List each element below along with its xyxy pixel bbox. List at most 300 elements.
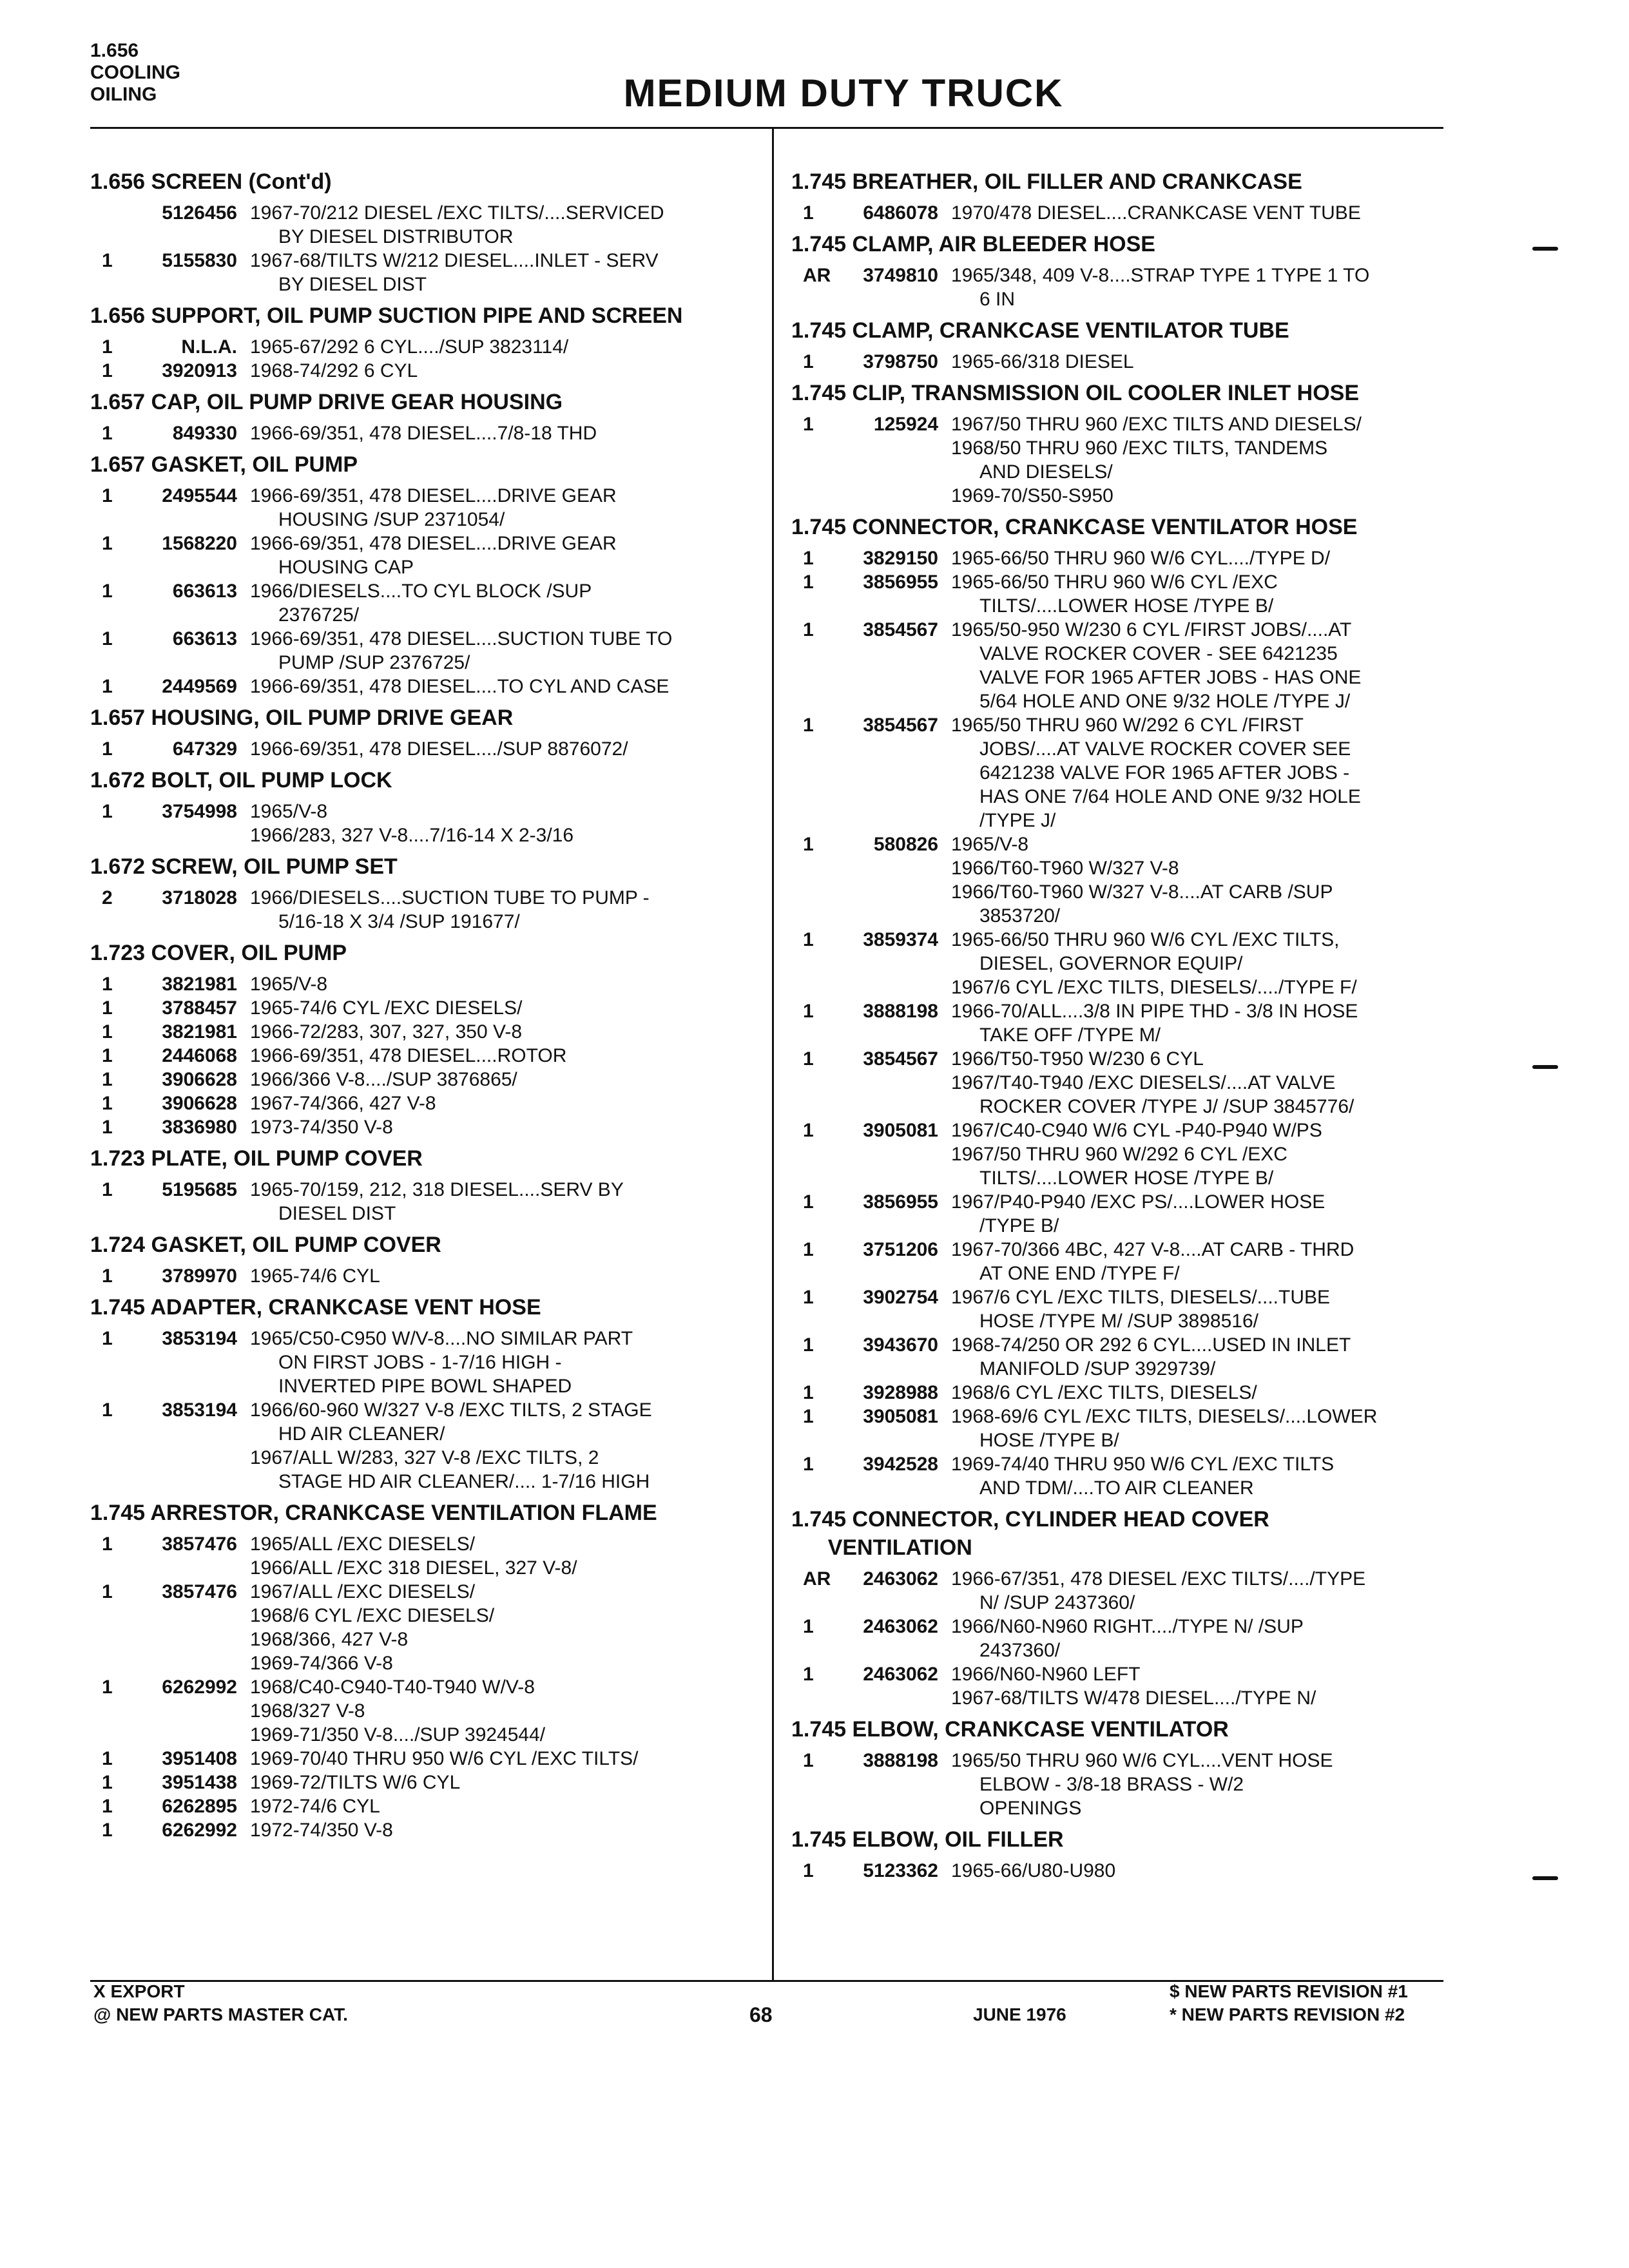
- quantity: 1: [102, 336, 113, 358]
- part-row: [90, 484, 760, 532]
- catalog-section: [90, 302, 760, 383]
- part-row: [791, 546, 1461, 570]
- part-description: [250, 359, 760, 383]
- description-line: 1973-74/350 V-8: [250, 1117, 393, 1138]
- part-row: [90, 579, 760, 627]
- quantity: 1: [102, 1772, 113, 1793]
- part-number: 3942528: [863, 1454, 938, 1475]
- catalog-section: [791, 1715, 1461, 1820]
- part-description: [250, 996, 760, 1020]
- part-row: [791, 201, 1461, 225]
- section-heading: 1.745 ADAPTER, CRANKCASE VENT HOSE: [90, 1295, 541, 1320]
- part-row: [90, 1747, 760, 1771]
- part-description: [250, 1794, 760, 1818]
- part-row: [791, 1567, 1461, 1615]
- part-row: [90, 675, 760, 698]
- quantity: 1: [803, 834, 814, 855]
- description-line: 1967-74/366, 427 V-8: [250, 1093, 436, 1114]
- quantity: 1: [102, 676, 113, 697]
- quantity: 1: [102, 1677, 113, 1698]
- part-description: [951, 999, 1461, 1047]
- part-description: [951, 1119, 1461, 1190]
- part-number: 3854567: [863, 715, 938, 736]
- part-row: [791, 713, 1461, 832]
- part-number: 2463062: [863, 1568, 938, 1590]
- description-line: HD AIR CLEANER/: [278, 1423, 445, 1445]
- quantity: 2: [102, 887, 113, 908]
- part-row: [791, 928, 1461, 999]
- part-row: [791, 1333, 1461, 1381]
- description-line: 1965-66/50 THRU 960 W/6 CYL /EXC: [951, 572, 1278, 593]
- description-line: 1965-66/50 THRU 960 W/6 CYL /EXC TILTS,: [951, 929, 1340, 950]
- description-line: 6 IN: [979, 289, 1016, 310]
- section-heading: 1.656 SCREEN (Cont'd): [90, 169, 332, 194]
- catalog-section: [90, 939, 760, 1139]
- description-line: 1966-69/351, 478 DIESEL....SUCTION TUBE TO: [250, 628, 673, 649]
- revision-mark: [1532, 247, 1558, 251]
- quantity: 1: [803, 1382, 814, 1403]
- part-number: 3856955: [863, 572, 938, 593]
- part-row: [791, 1749, 1461, 1820]
- description-line: 1966-69/351, 478 DIESEL....7/8-18 THD: [250, 423, 597, 444]
- description-line: HOUSING /SUP 2371054/: [278, 509, 505, 530]
- part-description: [250, 1771, 760, 1794]
- part-number: 3906628: [162, 1093, 237, 1114]
- section-heading: 1.745 CLAMP, CRANKCASE VENTILATOR TUBE: [791, 318, 1289, 343]
- part-number: 3905081: [863, 1406, 938, 1427]
- quantity: 1: [102, 1581, 113, 1602]
- description-line: 1966/T60-T960 W/327 V-8....AT CARB /SUP: [951, 881, 1333, 903]
- part-number: 3789970: [162, 1265, 237, 1287]
- description-line: ELBOW - 3/8-18 BRASS - W/2: [979, 1774, 1244, 1795]
- part-number: 2449569: [162, 676, 237, 697]
- part-number: 3943670: [863, 1334, 938, 1356]
- revision-note-2: * NEW PARTS REVISION #2: [1170, 2004, 1405, 2024]
- part-number: 3829150: [863, 548, 938, 569]
- description-line: 1967-68/TILTS W/212 DIESEL....INLET - SERV: [250, 250, 659, 271]
- description-line: 1965-74/6 CYL /EXC DIESELS/: [250, 997, 523, 1019]
- section-heading: 1.745 CONNECTOR, CRANKCASE VENTILATOR HOSE: [791, 515, 1358, 539]
- description-line: 1965-66/U80-U980: [951, 1860, 1116, 1881]
- description-line: HOSE /TYPE M/ /SUP 3898516/: [979, 1311, 1258, 1332]
- revision-mark: [1532, 1876, 1558, 1880]
- description-line: 1969-71/350 V-8..../SUP 3924544/: [250, 1724, 546, 1745]
- part-row: [90, 1771, 760, 1794]
- description-line: 1966-69/351, 478 DIESEL..../SUP 8876072/: [250, 738, 628, 760]
- part-description: [250, 737, 760, 761]
- part-description: [951, 1662, 1461, 1710]
- description-line: AND TDM/....TO AIR CLEANER: [979, 1477, 1254, 1499]
- part-number: 580826: [873, 834, 938, 855]
- quantity: 1: [102, 974, 113, 995]
- part-row: [90, 800, 760, 847]
- description-line: TILTS/....LOWER HOSE /TYPE B/: [979, 595, 1274, 617]
- description-line: 1966-69/351, 478 DIESEL....TO CYL AND CASE: [250, 676, 670, 697]
- description-line: 1969-70/40 THRU 950 W/6 CYL /EXC TILTS/: [250, 1748, 639, 1769]
- description-line: 1968-69/6 CYL /EXC TILTS, DIESELS/....LOWER: [951, 1406, 1378, 1427]
- part-number: 3788457: [162, 997, 237, 1019]
- section-heading: 1.672 SCREW, OIL PUMP SET: [90, 854, 398, 879]
- description-line: 1966-69/351, 478 DIESEL....DRIVE GEAR: [250, 485, 617, 506]
- section-heading: 1.724 GASKET, OIL PUMP COVER: [90, 1233, 441, 1257]
- description-line: 1966/T50-T950 W/230 6 CYL: [951, 1048, 1204, 1070]
- description-line: 1965/V-8: [250, 801, 328, 822]
- description-line: 1968-74/292 6 CYL: [250, 360, 418, 381]
- section-heading: 1.745 CONNECTOR, CYLINDER HEAD COVER VENTILATION: [791, 1507, 1269, 1560]
- quantity: 1: [803, 414, 814, 435]
- part-row: [90, 1818, 760, 1842]
- description-line: BY DIESEL DIST: [278, 274, 427, 295]
- part-description: [951, 1333, 1461, 1381]
- description-line: 2437360/: [979, 1640, 1061, 1661]
- part-description: [250, 1532, 760, 1580]
- part-number: 647329: [172, 738, 237, 760]
- part-row: [90, 1794, 760, 1818]
- part-description: [951, 1190, 1461, 1238]
- description-line: 1967/50 THRU 960 /EXC TILTS AND DIESELS/: [951, 414, 1362, 435]
- page-footer: [0, 1981, 1629, 2059]
- quantity: 1: [102, 801, 113, 822]
- part-number: 3888198: [863, 1750, 938, 1771]
- section-heading: 1.723 PLATE, OIL PUMP COVER: [90, 1146, 423, 1171]
- quantity: 1: [803, 619, 814, 640]
- part-description: [951, 201, 1461, 225]
- part-row: [791, 1452, 1461, 1500]
- part-description: [951, 1381, 1461, 1405]
- section-heading: 1.657 CAP, OIL PUMP DRIVE GEAR HOUSING: [90, 390, 563, 414]
- part-description: [250, 1044, 760, 1068]
- part-number: 1568220: [162, 533, 237, 554]
- section-heading: 1.723 COVER, OIL PUMP: [90, 941, 347, 965]
- part-description: [250, 201, 760, 249]
- part-number: 2463062: [863, 1664, 938, 1685]
- quantity: [90, 201, 143, 249]
- part-row: [90, 1327, 760, 1398]
- part-row: [791, 1285, 1461, 1333]
- part-number: 663613: [172, 581, 237, 602]
- part-number: 2463062: [863, 1616, 938, 1637]
- part-row: [90, 421, 760, 445]
- catalog-section: [90, 388, 760, 445]
- part-number: 125924: [873, 414, 938, 435]
- part-number: 5126456: [162, 202, 237, 224]
- part-row: [90, 886, 760, 934]
- part-description: [250, 1747, 760, 1771]
- part-row: [90, 359, 760, 383]
- part-number: 3749810: [863, 265, 938, 286]
- quantity: 1: [102, 1117, 113, 1138]
- quantity: 1: [102, 1179, 113, 1200]
- part-description: [250, 800, 760, 847]
- section-category: COOLING: [90, 62, 180, 83]
- part-row: [791, 350, 1461, 374]
- part-number: 3798750: [863, 351, 938, 372]
- part-description: [951, 570, 1461, 618]
- catalog-section: [90, 450, 760, 698]
- part-row: [791, 1119, 1461, 1190]
- part-description: [951, 1238, 1461, 1285]
- part-description: [250, 335, 760, 359]
- quantity: 1: [102, 1069, 113, 1090]
- quantity: 1: [102, 485, 113, 506]
- part-description: [250, 1675, 760, 1747]
- part-row: [90, 249, 760, 296]
- part-number: 2495544: [162, 485, 237, 506]
- description-line: 1966/T60-T960 W/327 V-8: [951, 858, 1179, 879]
- description-line: 1967/C40-C940 W/6 CYL -P40-P940 W/PS: [951, 1120, 1322, 1141]
- catalog-section: [90, 852, 760, 934]
- revision-mark: [1532, 1065, 1558, 1069]
- part-row: [791, 1381, 1461, 1405]
- part-number: 3853194: [162, 1399, 237, 1421]
- part-row: [90, 627, 760, 675]
- part-description: [951, 1047, 1461, 1119]
- part-row: [791, 832, 1461, 928]
- quantity: 1: [803, 548, 814, 569]
- description-line: 1965/V-8: [250, 974, 328, 995]
- quantity: 1: [102, 1093, 113, 1114]
- section-heading: 1.656 SUPPORT, OIL PUMP SUCTION PIPE AND SCREEN: [90, 303, 683, 328]
- part-number: 3906628: [162, 1069, 237, 1090]
- quantity: 1: [803, 1664, 814, 1685]
- part-row: [90, 1020, 760, 1044]
- part-description: [250, 1398, 760, 1494]
- part-number: 3859374: [863, 929, 938, 950]
- catalog-section: [791, 513, 1461, 1500]
- export-note: X EXPORT: [93, 1981, 185, 2001]
- right-column: [791, 166, 1461, 1888]
- quantity: 1: [102, 1045, 113, 1066]
- part-row: [90, 1264, 760, 1288]
- part-row: [90, 1580, 760, 1675]
- part-row: [791, 570, 1461, 618]
- description-line: 1968/327 V-8: [250, 1700, 365, 1722]
- description-line: PUMP /SUP 2376725/: [278, 652, 470, 673]
- description-line: 1965/50 THRU 960 W/6 CYL....VENT HOSE: [951, 1750, 1333, 1771]
- description-line: 1966-67/351, 478 DIESEL /EXC TILTS/..../TYPE: [951, 1568, 1366, 1590]
- description-line: OPENINGS: [979, 1798, 1082, 1819]
- description-line: 1965/50-950 W/230 6 CYL /FIRST JOBS/....AT: [951, 619, 1352, 640]
- part-description: [250, 1264, 760, 1288]
- part-description: [951, 1567, 1461, 1615]
- description-line: 1965-67/292 6 CYL..../SUP 3823114/: [250, 336, 569, 358]
- quantity: 1: [102, 1328, 113, 1349]
- description-line: TAKE OFF /TYPE M/: [979, 1024, 1161, 1046]
- part-description: [250, 1818, 760, 1842]
- description-line: VALVE ROCKER COVER - SEE 6421235: [979, 643, 1338, 664]
- quantity: AR: [803, 265, 831, 286]
- section-category: OILING: [90, 84, 157, 105]
- part-row: [791, 999, 1461, 1047]
- part-row: [90, 1091, 760, 1115]
- part-number: 2446068: [162, 1045, 237, 1066]
- catalog-section: [90, 1144, 760, 1225]
- part-row: [791, 618, 1461, 713]
- description-line: 1968/6 CYL /EXC DIESELS/: [250, 1605, 495, 1626]
- description-line: BY DIESEL DISTRIBUTOR: [278, 226, 514, 247]
- revision-note-1: $ NEW PARTS REVISION #1: [1170, 1981, 1408, 2001]
- description-line: /TYPE B/: [979, 1215, 1059, 1236]
- quantity: 1: [803, 1191, 814, 1213]
- quantity: 1: [102, 1820, 113, 1841]
- description-line: 1966/DIESELS....TO CYL BLOCK /SUP: [250, 581, 592, 602]
- section-heading: 1.657 HOUSING, OIL PUMP DRIVE GEAR: [90, 706, 514, 730]
- quantity: 1: [803, 1120, 814, 1141]
- part-description: [250, 579, 760, 627]
- page-header: [0, 0, 1629, 129]
- part-row: [90, 737, 760, 761]
- description-line: 1965/C50-C950 W/V-8....NO SIMILAR PART: [250, 1328, 633, 1349]
- part-number: 5155830: [162, 250, 237, 271]
- quantity: 1: [803, 715, 814, 736]
- section-heading: 1.745 CLIP, TRANSMISSION OIL COOLER INLET HOSE: [791, 381, 1360, 405]
- part-row: [90, 1398, 760, 1494]
- page-title: MEDIUM DUTY TRUCK: [623, 72, 1064, 115]
- quantity: 1: [803, 202, 814, 224]
- quantity: 1: [803, 1616, 814, 1637]
- part-number: 3754998: [162, 801, 237, 822]
- description-line: 1967-70/212 DIESEL /EXC TILTS/....SERVICED: [250, 202, 664, 224]
- quantity: 1: [102, 1748, 113, 1769]
- quantity: 1: [803, 1334, 814, 1356]
- section-heading: 1.745 ELBOW, OIL FILLER: [791, 1827, 1064, 1852]
- description-line: 1966/283, 327 V-8....7/16-14 X 2-3/16: [250, 825, 574, 846]
- part-row: [90, 532, 760, 579]
- part-number: 3718028: [162, 887, 237, 908]
- description-line: 1967/6 CYL /EXC TILTS, DIESELS/....TUBE: [951, 1287, 1331, 1308]
- quantity: 1: [102, 1796, 113, 1817]
- part-description: [250, 421, 760, 445]
- part-description: [951, 618, 1461, 713]
- left-column: [90, 166, 760, 1847]
- description-line: 1966/N60-N960 LEFT: [951, 1664, 1141, 1685]
- part-number: 3928988: [863, 1382, 938, 1403]
- description-line: HOSE /TYPE B/: [979, 1430, 1119, 1451]
- description-line: 1968/50 THRU 960 /EXC TILTS, TANDEMS: [951, 437, 1328, 459]
- part-number: N.L.A.: [181, 336, 237, 358]
- description-line: 1965-66/318 DIESEL: [951, 351, 1134, 372]
- quantity: 1: [803, 1454, 814, 1475]
- quantity: 1: [803, 929, 814, 950]
- description-line: 1966-70/ALL....3/8 IN PIPE THD - 3/8 IN HOSE: [951, 1001, 1358, 1022]
- part-row: [791, 1047, 1461, 1119]
- description-line: 1965/ALL /EXC DIESELS/: [250, 1533, 476, 1555]
- quantity: AR: [803, 1568, 831, 1590]
- description-line: 1972-74/6 CYL: [250, 1796, 380, 1817]
- part-number: 6262992: [162, 1820, 237, 1841]
- description-line: 1969-72/TILTS W/6 CYL: [250, 1772, 461, 1793]
- part-description: [250, 1020, 760, 1044]
- part-number: 6262992: [162, 1677, 237, 1698]
- part-number: 3920913: [162, 360, 237, 381]
- catalog-section: [90, 168, 760, 296]
- part-description: [951, 1452, 1461, 1500]
- part-row: [791, 412, 1461, 508]
- part-row: [90, 1044, 760, 1068]
- description-line: MANIFOLD /SUP 3929739/: [979, 1358, 1216, 1379]
- part-description: [951, 350, 1461, 374]
- part-row: [90, 1178, 760, 1225]
- description-line: 2376725/: [278, 604, 360, 626]
- part-number: 3854567: [863, 619, 938, 640]
- description-line: VALVE FOR 1965 AFTER JOBS - HAS ONE: [979, 667, 1362, 688]
- part-number: 5195685: [162, 1179, 237, 1200]
- description-line: 1966-69/351, 478 DIESEL....ROTOR: [250, 1045, 567, 1066]
- quantity: 1: [102, 581, 113, 602]
- description-line: 1969-74/366 V-8: [250, 1653, 393, 1674]
- part-row: [791, 1662, 1461, 1710]
- quantity: 1: [803, 1860, 814, 1881]
- description-line: ON FIRST JOBS - 1-7/16 HIGH -: [278, 1352, 562, 1373]
- part-number: 849330: [172, 423, 237, 444]
- description-line: 1966/N60-N960 RIGHT..../TYPE N/ /SUP: [951, 1616, 1304, 1637]
- catalog-section: [791, 379, 1461, 508]
- description-line: 3853720/: [979, 905, 1061, 927]
- part-number: 3888198: [863, 1001, 938, 1022]
- quantity: 1: [102, 250, 113, 271]
- part-description: [250, 484, 760, 532]
- description-line: 1967-70/366 4BC, 427 V-8....AT CARB - THRD: [951, 1239, 1354, 1260]
- part-description: [250, 886, 760, 934]
- description-line: HOUSING CAP: [278, 557, 414, 578]
- catalog-section: [791, 1825, 1461, 1883]
- catalog-section: [90, 766, 760, 847]
- part-number: 3854567: [863, 1048, 938, 1070]
- part-row: [90, 1532, 760, 1580]
- description-line: 1967/ALL W/283, 327 V-8 /EXC TILTS, 2: [250, 1447, 599, 1468]
- part-description: [951, 546, 1461, 570]
- part-number: 3951438: [162, 1772, 237, 1793]
- part-row: [90, 1115, 760, 1139]
- description-line: 1967/T40-T940 /EXC DIESELS/....AT VALVE: [951, 1072, 1336, 1093]
- part-row: [791, 1615, 1461, 1662]
- description-line: 1968-74/250 OR 292 6 CYL....USED IN INLET: [951, 1334, 1351, 1356]
- part-number: 3821981: [162, 974, 237, 995]
- part-description: [250, 249, 760, 296]
- part-number: 3821981: [162, 1021, 237, 1043]
- part-description: [250, 675, 760, 698]
- part-description: [951, 1749, 1461, 1820]
- section-heading: 1.745 ARRESTOR, CRANKCASE VENTILATION FLAME: [90, 1501, 657, 1525]
- description-line: /TYPE J/: [979, 810, 1056, 831]
- description-line: 1965/348, 409 V-8....STRAP TYPE 1 TYPE 1 TO: [951, 265, 1370, 286]
- part-description: [250, 1068, 760, 1091]
- description-line: HAS ONE 7/64 HOLE AND ONE 9/32 HOLE: [979, 786, 1361, 807]
- quantity: 1: [803, 1750, 814, 1771]
- description-line: 1967/ALL /EXC DIESELS/: [250, 1581, 476, 1602]
- description-line: 1968/6 CYL /EXC TILTS, DIESELS/: [951, 1382, 1257, 1403]
- quantity: 1: [803, 351, 814, 372]
- catalog-section: [791, 230, 1461, 311]
- part-row: [791, 1238, 1461, 1285]
- quantity: 1: [803, 1287, 814, 1308]
- description-line: 1966-72/283, 307, 327, 350 V-8: [250, 1021, 523, 1043]
- part-description: [951, 412, 1461, 508]
- part-description: [250, 1178, 760, 1225]
- part-number: 3853194: [162, 1328, 237, 1349]
- section-heading: 1.657 GASKET, OIL PUMP: [90, 452, 358, 477]
- part-description: [951, 264, 1461, 311]
- publication-date: JUNE 1976: [973, 2004, 1066, 2024]
- quantity: 1: [102, 423, 113, 444]
- description-line: JOBS/....AT VALVE ROCKER COVER SEE: [979, 738, 1351, 760]
- part-number: 3905081: [863, 1120, 938, 1141]
- description-line: STAGE HD AIR CLEANER/.... 1-7/16 HIGH: [278, 1471, 650, 1492]
- description-line: AND DIESELS/: [979, 461, 1113, 483]
- part-row: [791, 1190, 1461, 1238]
- part-description: [250, 1115, 760, 1139]
- quantity: 1: [102, 1533, 113, 1555]
